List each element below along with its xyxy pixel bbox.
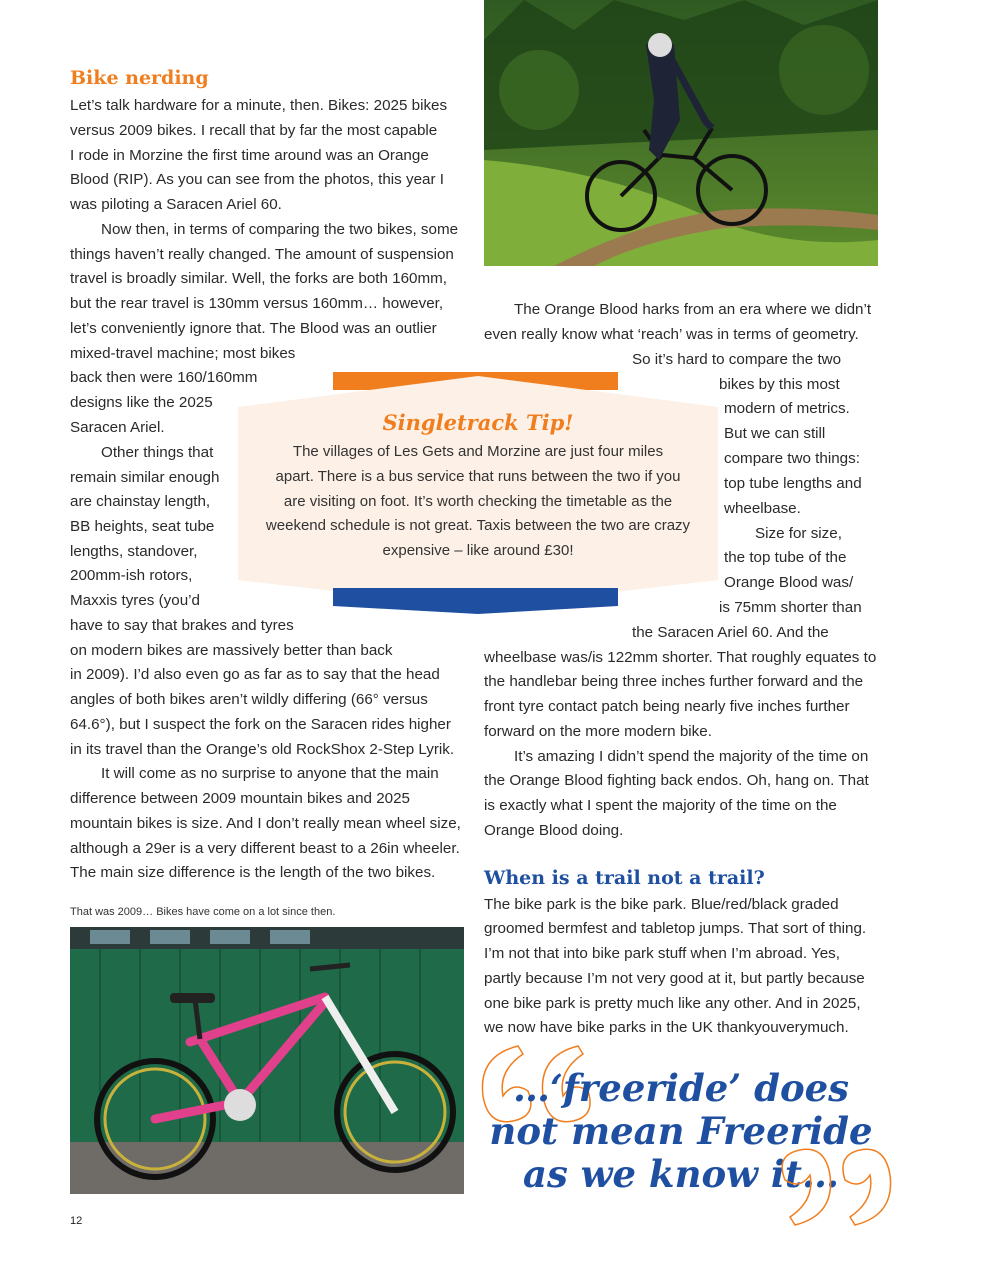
pink-bike-photo xyxy=(70,927,464,1194)
close-quote-icon xyxy=(765,1135,905,1235)
body-line: Size for size, xyxy=(755,525,842,542)
pullquote-line: …‘freeride’ does xyxy=(512,1066,850,1110)
body-line: Orange Blood doing. xyxy=(484,822,624,839)
body-line: in 2009). I’d also even go as far as to say that the head xyxy=(70,666,440,683)
tip-title: Singletrack Tip! xyxy=(382,410,574,435)
body-line: Maxxis tyres (you’d xyxy=(70,592,200,609)
body-line: partly because I’m not very good at it, but partly because xyxy=(484,970,865,987)
body-line: 200mm-ish rotors, xyxy=(70,567,193,584)
body-line: one bike park is pretty much like any other. And in 2025, xyxy=(484,995,861,1012)
body-line: forward on the more modern bike. xyxy=(484,723,712,740)
body-line: wheelbase. xyxy=(724,500,801,517)
body-line: Saracen Ariel. xyxy=(70,419,165,436)
body-line: designs like the 2025 xyxy=(70,394,213,411)
body-line: the Orange Blood fighting back endos. Oh, hang on. That xyxy=(484,772,869,789)
tip-box xyxy=(238,362,718,618)
body-line: remain similar enough xyxy=(70,469,220,486)
body-line: The bike park is the bike park. Blue/red/black graded xyxy=(484,896,839,913)
body-line: the Saracen Ariel 60. And the xyxy=(632,624,829,641)
body-line: let’s conveniently ignore that. The Blood was an outlier xyxy=(70,320,437,337)
body-line: have to say that brakes and tyres xyxy=(70,617,294,634)
body-line: Orange Blood was/ xyxy=(724,574,854,591)
tip-line: apart. There is a bus service that runs between the two if you xyxy=(275,468,681,485)
body-line: but the rear travel is 130mm versus 160mm… however, xyxy=(70,295,444,312)
body-line: although a 29er is a very different beast to a 26in wheeler. xyxy=(70,840,460,857)
body-line: bikes by this most xyxy=(719,376,840,393)
body-line: It’s amazing I didn’t spend the majority of the time on xyxy=(514,748,869,765)
body-line: in its travel than the Orange’s old RockShox 2-Step Lyrik. xyxy=(70,741,455,758)
tip-line: The villages of Les Gets and Morzine are just four miles xyxy=(292,443,664,460)
body-line: was piloting a Saracen Ariel 60. xyxy=(70,196,282,213)
body-line: back then were 160/160mm xyxy=(70,369,258,386)
body-line: Blood (RIP). As you can see from the photos, this year I xyxy=(70,171,444,188)
body-line: Let’s talk hardware for a minute, then. Bikes: 2025 bikes xyxy=(70,97,448,114)
tip-line: weekend schedule is not great. Taxis between the two are crazy xyxy=(265,517,691,534)
body-line: the handlebar being three inches further forward and the xyxy=(484,673,864,690)
page-number: 12 xyxy=(70,1215,83,1227)
section-heading-trail: When is a trail not a trail? xyxy=(484,867,765,889)
tip-line: expensive – like around £30! xyxy=(382,542,574,559)
body-line: travel is broadly similar. Well, the forks are both 160mm, xyxy=(70,270,448,287)
section-heading-bike-nerding: Bike nerding xyxy=(70,67,209,89)
rider-photo xyxy=(484,0,878,266)
body-line: groomed bermfest and tabletop jumps. That sort of thing. xyxy=(484,920,867,937)
body-line: compare two things: xyxy=(724,450,860,467)
body-line: the top tube of the xyxy=(724,549,847,566)
body-line: wheelbase was/is 122mm shorter. That roughly equates to xyxy=(484,649,877,666)
body-line: lengths, standover, xyxy=(70,543,198,560)
body-line: BB heights, seat tube xyxy=(70,518,215,535)
body-line: are chainstay length, xyxy=(70,493,211,510)
body-line: even really know what ‘reach’ was in terms of geometry. xyxy=(484,326,859,343)
body-line: on modern bikes are massively better than back xyxy=(70,642,393,659)
tip-line: are visiting on foot. It’s worth checking the timetable as the xyxy=(283,493,673,510)
body-line: things haven’t really changed. The amount of suspension xyxy=(70,246,454,263)
body-line: angles of both bikes aren’t wildly differing (66° versus xyxy=(70,691,428,708)
body-line: But we can still xyxy=(724,425,826,442)
body-line: mixed-travel machine; most bikes xyxy=(70,345,296,362)
body-line: we now have bike parks in the UK thankyouverymuch. xyxy=(484,1019,849,1036)
body-line: modern of metrics. xyxy=(724,400,850,417)
body-line: versus 2009 bikes. I recall that by far the most capable xyxy=(70,122,438,139)
body-line: I rode in Morzine the first time around was an Orange xyxy=(70,147,429,164)
pullquote-line: as we know it… xyxy=(522,1152,840,1196)
body-line: Other things that xyxy=(101,444,214,461)
body-line: The main size difference is the length of the two bikes. xyxy=(70,864,436,881)
body-line: mountain bikes is size. And I don’t really mean wheel size, xyxy=(70,815,461,832)
body-line: difference between 2009 mountain bikes and 2025 xyxy=(70,790,411,807)
body-line: is exactly what I spent the majority of the time on the xyxy=(484,797,837,814)
body-line: The Orange Blood harks from an era where we didn’t xyxy=(514,301,872,318)
body-line: It will come as no surprise to anyone that the main xyxy=(101,765,439,782)
pullquote-line: not mean Freeride xyxy=(489,1109,873,1153)
body-line: front tyre contact patch being nearly five inches further xyxy=(484,698,850,715)
body-line: So it’s hard to compare the two xyxy=(632,351,842,368)
body-line: 64.6°), but I suspect the fork on the Saracen rides higher xyxy=(70,716,451,733)
body-line: top tube lengths and xyxy=(724,475,862,492)
body-line: Now then, in terms of comparing the two bikes, some xyxy=(101,221,459,238)
body-line: is 75mm shorter than xyxy=(719,599,862,616)
body-line: I’m not that into bike park stuff when I’m abroad. Yes, xyxy=(484,945,840,962)
photo-caption: That was 2009… Bikes have come on a lot since then. xyxy=(70,906,336,918)
